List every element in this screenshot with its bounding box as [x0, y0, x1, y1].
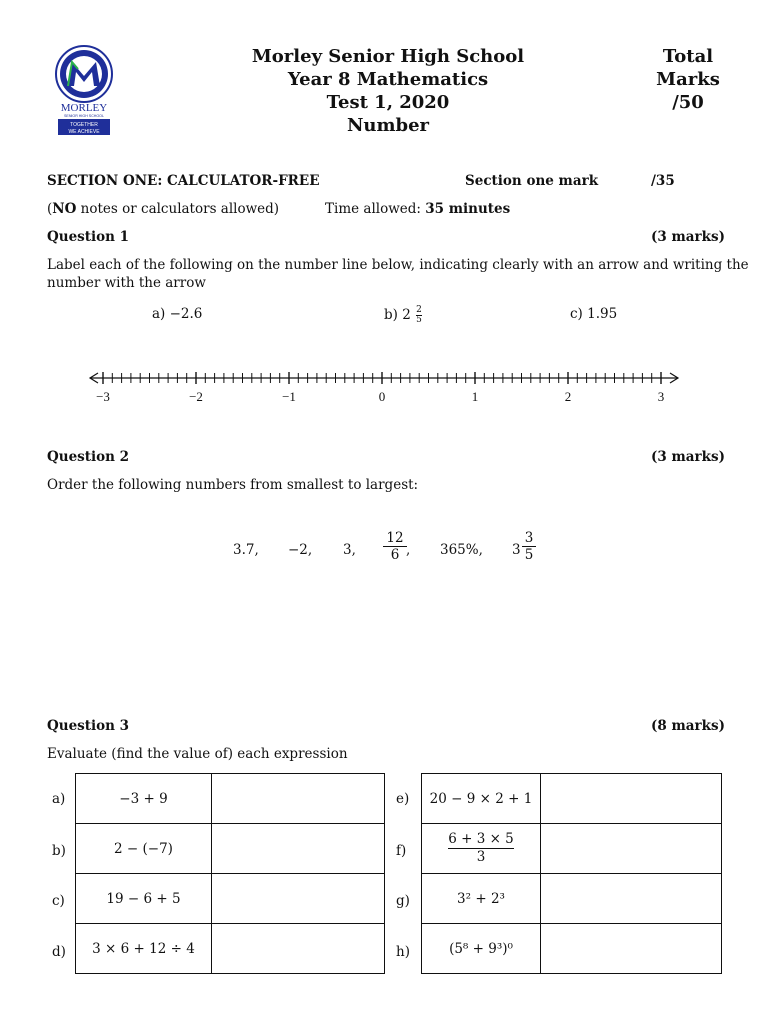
q3-marks: (8 marks)	[651, 718, 725, 734]
section-mark-label: Section one mark	[465, 173, 599, 189]
answer-cell[interactable]	[212, 774, 385, 824]
number-line-svg	[86, 366, 686, 410]
table-row	[76, 874, 385, 924]
q2-number-2: −2,	[288, 542, 313, 558]
expression-cell: −3 + 9	[76, 774, 212, 824]
tick-label: 1	[471, 389, 479, 404]
total-label-1: Total	[662, 46, 714, 67]
q3-label-d: d)	[52, 944, 66, 960]
q1-b-denominator: 5	[416, 315, 422, 325]
expression-cell: 3 × 6 + 12 ÷ 4	[76, 924, 212, 974]
table-row	[422, 924, 722, 974]
q1-title: Question 1	[47, 229, 130, 245]
total-marks	[640, 45, 736, 114]
tick-label: 3	[657, 389, 665, 404]
q3-title: Question 3	[47, 718, 130, 734]
logo-subtitle: SENIOR HIGH SCHOOL	[64, 114, 104, 118]
time-allowed	[325, 201, 510, 217]
q1-item-b-prefix: b) 2	[384, 307, 411, 323]
subject-name: Year 8 Mathematics	[287, 69, 489, 90]
q2-mixed-denominator: 5	[524, 547, 534, 563]
q3-label-b: b)	[52, 843, 66, 859]
q2-mixed-numerator: 3	[524, 530, 534, 546]
tick-label: −2	[189, 389, 203, 404]
q2-number-1: 3.7,	[233, 542, 259, 558]
tick-label: 2	[564, 389, 572, 404]
q1-item-c: c) 1.95	[570, 306, 618, 322]
q1-instruction-line1: Label each of the following on the number line below, indicating clearly with an arrow and writing the	[47, 257, 749, 273]
q3-left-table	[75, 773, 385, 974]
time-value: 35 minutes	[425, 201, 511, 217]
table-row	[76, 774, 385, 824]
q1-item-b	[384, 306, 422, 325]
q2-instruction: Order the following numbers from smallest to largest:	[47, 477, 419, 493]
expression-cell: (5⁸ + 9³)⁰	[422, 924, 541, 974]
table-row	[422, 824, 722, 874]
expression-cell: 3² + 2³	[422, 874, 541, 924]
q2-fraction-numerator: 12	[386, 530, 404, 546]
q3-label-c: c)	[52, 893, 65, 909]
q3-f-fraction	[448, 831, 514, 866]
test-name: Test 1, 2020	[326, 92, 450, 113]
tick-label: −3	[96, 389, 110, 404]
answer-cell[interactable]	[212, 824, 385, 874]
logo-motto-2: WE ACHIEVE	[68, 129, 100, 135]
notes-no: NO	[52, 201, 77, 217]
q2-marks: (3 marks)	[651, 449, 725, 465]
table-row	[422, 774, 722, 824]
q2-fraction-comma: ,	[406, 542, 411, 558]
answer-cell[interactable]	[541, 874, 722, 924]
tick-label: 0	[378, 389, 386, 404]
q3-label-g: g)	[396, 893, 410, 909]
answer-cell[interactable]	[212, 874, 385, 924]
q2-number-5: 365%,	[440, 542, 483, 558]
q3-f-numerator: 6 + 3 × 5	[448, 831, 514, 847]
test-header	[230, 45, 546, 137]
time-label: Time allowed:	[325, 201, 426, 217]
section-mark-value: /35	[651, 173, 675, 189]
q2-mixed-fraction	[522, 530, 536, 563]
logo-motto-1: TOGETHER	[70, 122, 98, 128]
answer-cell[interactable]	[541, 824, 722, 874]
total-label-2: Marks	[656, 69, 720, 90]
q2-fraction-12-6	[383, 530, 407, 563]
answer-cell[interactable]	[541, 924, 722, 974]
q2-fraction-denominator: 6	[390, 547, 400, 563]
notes-instruction	[47, 201, 279, 217]
table-row	[76, 924, 385, 974]
q1-marks: (3 marks)	[651, 229, 725, 245]
q3-label-e: e)	[396, 791, 410, 807]
q3-label-f: f)	[396, 843, 407, 859]
logo-wordmark: MORLEY	[60, 102, 108, 114]
expression-cell	[422, 824, 541, 874]
number-line	[86, 366, 686, 410]
q3-instruction: Evaluate (find the value of) each expression	[47, 746, 348, 762]
section-title: SECTION ONE: CALCULATOR-FREE	[47, 173, 320, 189]
q1-b-numerator: 2	[416, 305, 422, 315]
expression-cell: 19 − 6 + 5	[76, 874, 212, 924]
expression-cell: 2 − (−7)	[76, 824, 212, 874]
q3-right-table	[421, 773, 722, 974]
q2-number-3: 3,	[343, 542, 356, 558]
q1-instruction-line2: number with the arrow	[47, 275, 206, 291]
topic-name: Number	[346, 115, 430, 136]
total-value: /50	[672, 92, 704, 113]
q1-item-a: a) −2.6	[152, 306, 203, 322]
q3-label-a: a)	[52, 791, 66, 807]
notes-rest: notes or calculators allowed)	[76, 201, 280, 217]
q2-title: Question 2	[47, 449, 130, 465]
q1-item-b-fraction	[416, 306, 422, 325]
notes-open: (	[47, 201, 53, 217]
table-row	[76, 824, 385, 874]
q2-mixed-whole: 3	[512, 542, 521, 558]
q3-label-h: h)	[396, 944, 410, 960]
tick-label: −1	[282, 389, 296, 404]
school-name: Morley Senior High School	[251, 46, 525, 67]
answer-cell[interactable]	[212, 924, 385, 974]
expression-cell: 20 − 9 × 2 + 1	[422, 774, 541, 824]
q3-f-denominator: 3	[448, 848, 514, 866]
school-logo	[52, 44, 116, 136]
table-row	[422, 874, 722, 924]
answer-cell[interactable]	[541, 774, 722, 824]
